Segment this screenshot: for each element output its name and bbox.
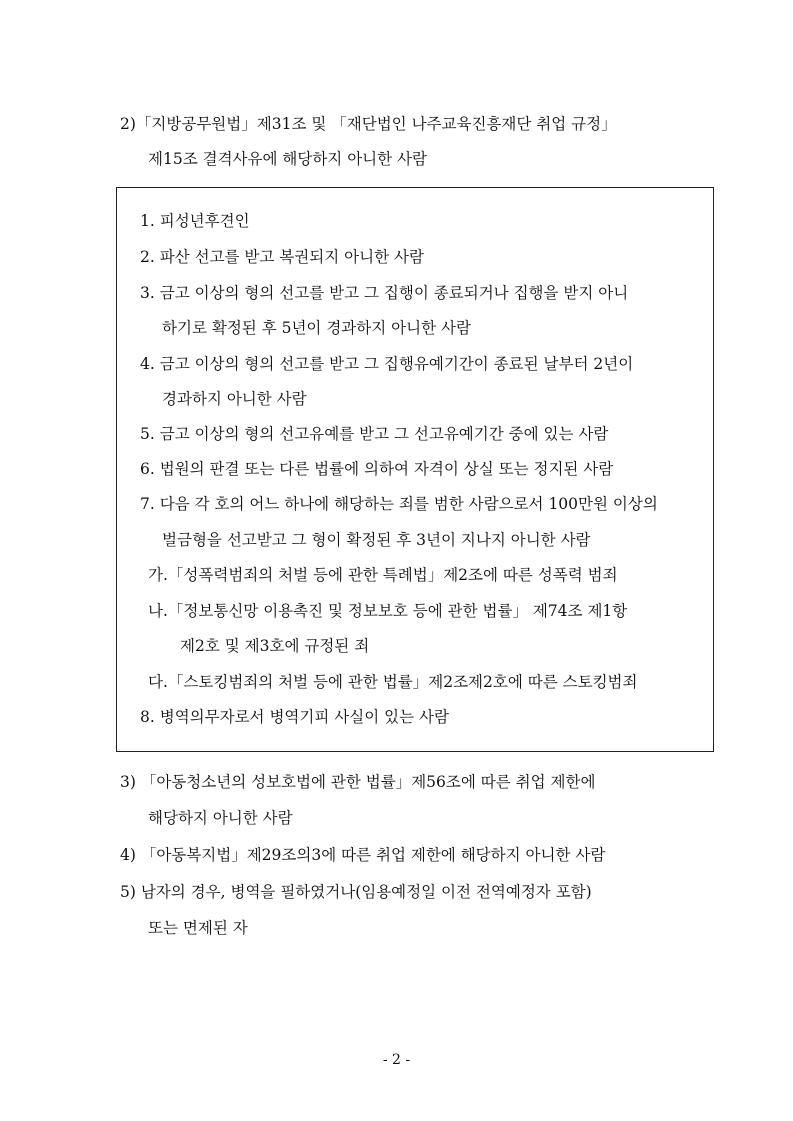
list-item-3-line-2: 하기로 확정된 후 5년이 경과하지 아니한 사람 [162, 319, 471, 337]
list-item-3-line-1: 3. 금고 이상의 형의 선고를 받고 그 집행이 종료되거나 집행을 받지 아니 [140, 284, 629, 302]
section-2-line-2: 제15조 결격사유에 해당하지 아니한 사람 [148, 150, 428, 168]
list-item-7-line-1: 7. 다음 각 호의 어느 하나에 해당하는 죄를 범한 사람으로서 100만원 이상의 [140, 495, 658, 513]
list-item-7-line-2: 벌금형을 선고받고 그 형이 확정된 후 3년이 지나지 아니한 사람 [162, 531, 591, 549]
list-item-6: 6. 법원의 판결 또는 다른 법률에 의하여 자격이 상실 또는 정지된 사람 [140, 460, 614, 478]
list-item-5: 5. 금고 이상의 형의 선고유예를 받고 그 선고유예기간 중에 있는 사람 [140, 425, 609, 443]
section-5-line-1: 5) 남자의 경우, 병역을 필하였거나(임용예정일 이전 전역예정자 포함) [120, 883, 592, 901]
sub-item-na-line-2: 제2호 및 제3호에 규정된 죄 [180, 637, 370, 655]
list-item-2: 2. 파산 선고를 받고 복권되지 아니한 사람 [140, 248, 424, 266]
section-3-line-1: 3) 「아동청소년의 성보호법에 관한 법률」제56조에 따른 취업 제한에 [120, 773, 596, 791]
section-5-line-2: 또는 면제된 자 [148, 919, 248, 937]
sub-item-ga: 가.「성폭력범죄의 처벌 등에 관한 특례법」제2조에 따른 성폭력 범죄 [148, 566, 618, 584]
sub-item-na-line-1: 나.「정보통신망 이용촉진 및 정보보호 등에 관한 법률」 제74조 제1항 [148, 602, 628, 620]
section-4-line-1: 4) 「아동복지법」제29조의3에 따른 취업 제한에 해당하지 아니한 사람 [120, 846, 606, 864]
list-item-8: 8. 병역의무자로서 병역기피 사실이 있는 사람 [140, 708, 449, 726]
page-number: - 2 - [382, 1052, 411, 1068]
section-2-line-1: 2)「지방공무원법」제31조 및 「재단법인 나주교육진흥재단 취업 규정」 [120, 115, 617, 133]
section-3-line-2: 해당하지 아니한 사람 [148, 809, 293, 827]
sub-item-da: 다.「스토킹범죄의 처벌 등에 관한 법률」제2조제2호에 따른 스토킹범죄 [148, 673, 638, 691]
list-item-1: 1. 피성년후견인 [140, 212, 250, 230]
list-item-4-line-2: 경과하지 아니한 사람 [162, 390, 307, 408]
list-item-4-line-1: 4. 금고 이상의 형의 선고를 받고 그 집행유예기간이 종료된 날부터 2년이 [140, 355, 634, 373]
